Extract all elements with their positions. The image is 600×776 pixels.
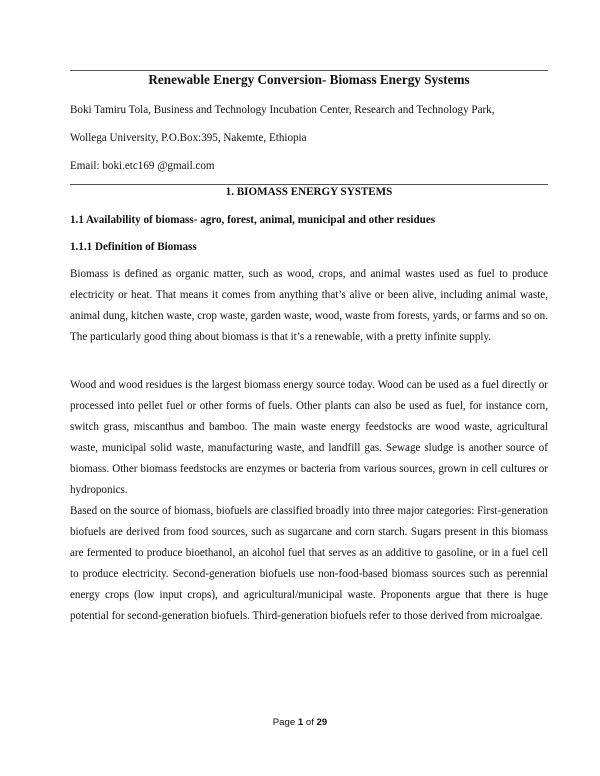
page-label: Page (272, 717, 298, 728)
author-affiliation-line-1: Boki Tamiru Tola, Business and Technology Incubation Center, Research and Technology Park, (70, 104, 495, 116)
page-total: 29 (316, 717, 328, 728)
subsubsection-heading: 1.1.1 Definition of Biomass (70, 241, 197, 253)
paragraph-biofuel-generations: Based on the source of biomass, biofuels are classified broadly into three major categories: First-generation biofuels are derived from food sources, such as sugarcane and corn starch. Sugars present in this biomass are fermented to produce bioethanol, an alcohol fuel that serves as an additive to gasoline, or in a fuel cell to produce electricity. Second-generation biofuels use non-food-based biomass sources such as perennial energy crops (low input crops), and agricultural/municipal waste. Proponents argue that there is huge potential for second-generation biofuels. Third-generation biofuels refer to those derived from microalgae. (70, 505, 548, 622)
subsection-heading: 1.1 Availability of biomass- agro, forest, animal, municipal and other residues (70, 214, 436, 226)
document-title: Renewable Energy Conversion- Biomass Energy Systems (148, 72, 470, 87)
author-affiliation-line-2: Wollega University, P.O.Box:395, Nakemte, Ethiopia (70, 132, 307, 144)
author-email: Email: boki.etc169 @gmail.com (70, 160, 215, 172)
paragraph-definition: Biomass is defined as organic matter, such as wood, crops, and animal wastes used as fuel to produce electricity or heat. That means it comes from anything that’s alive or been alive, including animal waste, animal dung, kitchen waste, crop waste, garden waste, wood, waste from forests, yards, or farms and so on. The particularly good thing about biomass is that it’s a renewable, with a pretty infinite supply. (70, 268, 548, 343)
section-heading: 1. BIOMASS ENERGY SYSTEMS (225, 186, 393, 198)
page-of-label: of (303, 717, 317, 728)
paragraph-wood-residues: Wood and wood residues is the largest biomass energy source today. Wood can be used as a fuel directly or processed into pellet fuel or other forms of fuels. Other plants can also be used as fuel, for instance corn, switch grass, miscanthus and bamboo. The main waste energy feedstocks are wood waste, agricultural waste, municipal solid waste, manufacturing waste, and landfill gas. Sewage sludge is another source of biomass. Other biomass feedstocks are enzymes or bacteria from various sources, grown in cell cultures or hydroponics. (70, 379, 548, 496)
page-footer (0, 717, 600, 729)
page-number: 1 (297, 717, 304, 728)
